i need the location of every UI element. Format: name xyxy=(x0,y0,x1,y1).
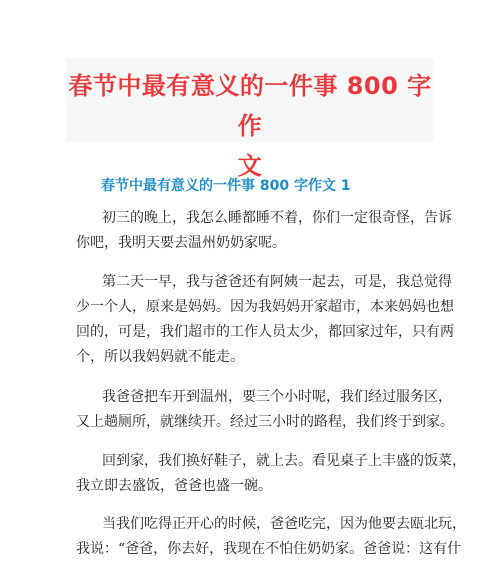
page-title-line-2: 文 xyxy=(237,152,263,180)
paragraph-line: 我立即去盛饭，爸爸也盛一碗。 xyxy=(76,478,272,494)
paragraph-line: 你吧，我明天要去温州奶奶家呢。 xyxy=(76,235,286,251)
page-title xyxy=(60,66,440,186)
section-heading: 春节中最有意义的一件事 800 字作文 1 xyxy=(101,178,351,194)
paragraph-line: 我说：“爸爸，你去好，我现在不怕住奶奶家。爸爸说：这有什 xyxy=(76,541,462,557)
paragraph-line: 第二天一早，我与爸爸还有阿姨一起去，可是，我总觉得 xyxy=(102,274,452,290)
paragraph-line: 初三的晚上，我怎么睡都睡不着，你们一定很奇怪，告诉 xyxy=(102,210,452,226)
paragraph-line: 个，所以我妈妈就不能走。 xyxy=(76,349,244,365)
paragraph-line: 回到家，我们换好鞋子，就上去。看见桌子上丰盛的饭菜， xyxy=(102,453,466,469)
paragraph-line: 我爸爸把车开到温州，要三个小时呢，我们经过服务区， xyxy=(102,389,452,405)
paragraph-3 xyxy=(76,385,454,435)
page-title-line-1: 春节中最有意义的一件事 800 字作 xyxy=(68,72,432,140)
paragraph-line: 少一个人，原来是妈妈。因为我妈妈开家超市，本来妈妈也想 xyxy=(76,299,454,315)
paragraph-line: 当我们吃得正开心的时候，爸爸吃完，因为他要去瓯北玩， xyxy=(102,516,466,532)
paragraph-5 xyxy=(76,512,466,562)
paragraph-line: 又上趟厕所，就继续开。经过三小时的路程，我们终于到家。 xyxy=(76,414,454,430)
paragraph-4 xyxy=(76,449,466,499)
paragraph-1 xyxy=(76,206,452,256)
paragraph-line: 回的，可是，我们超市的工作人员太少，都回家过年，只有两 xyxy=(76,324,454,340)
paragraph-2 xyxy=(76,270,454,370)
